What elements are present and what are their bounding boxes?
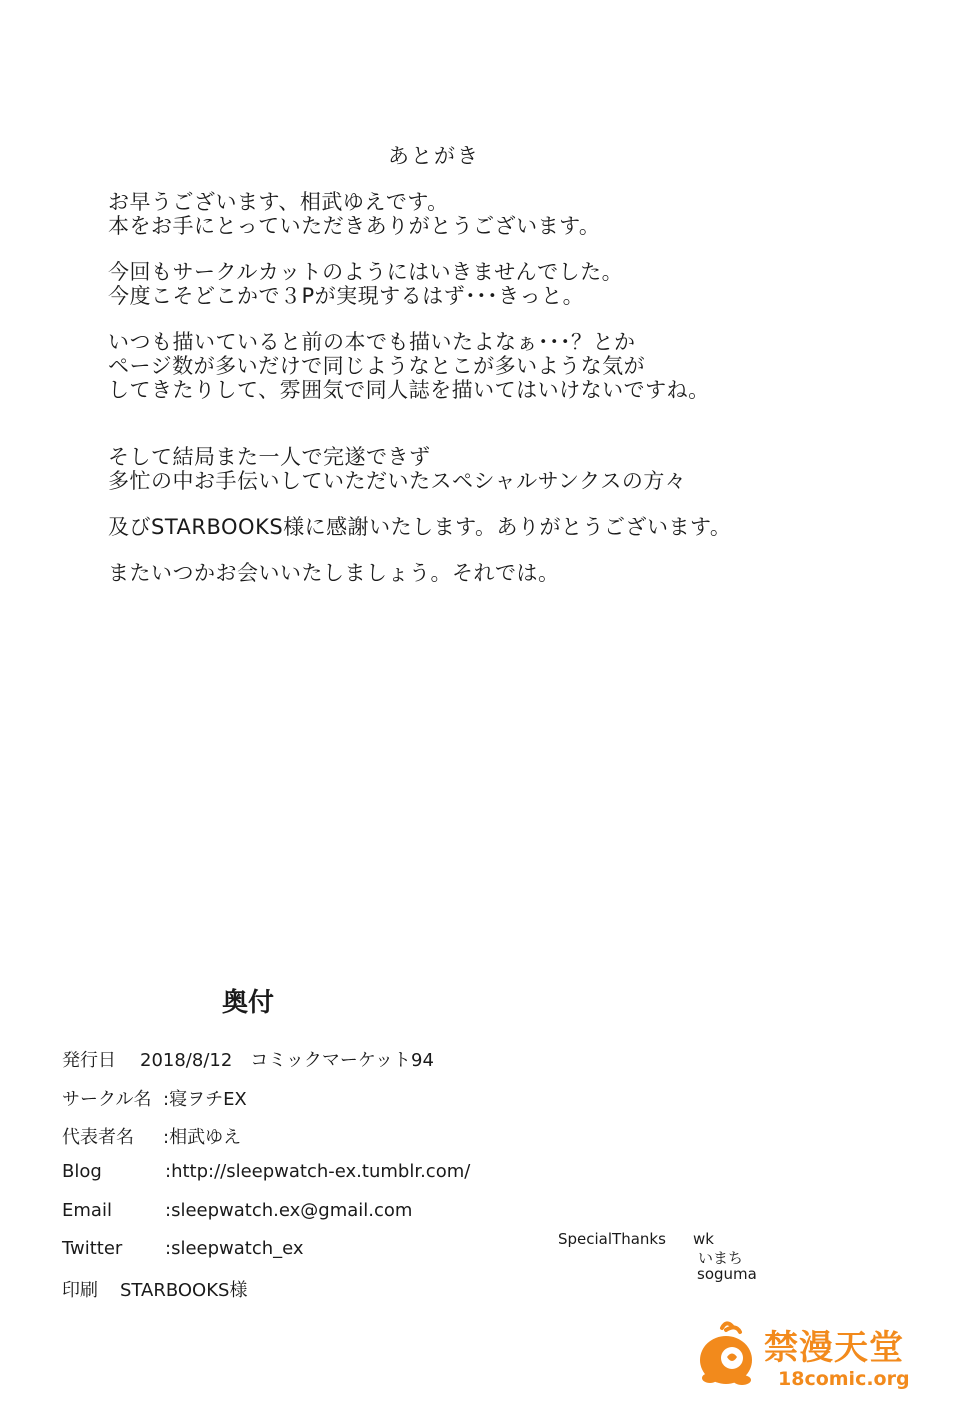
- colophon-label-representative: 代表者名: [62, 1127, 134, 1148]
- afterword-line: お早うございます、相武ゆえです。: [108, 190, 449, 214]
- afterword-line: 及びSTARBOOKS様に感謝いたします。ありがとうございます。: [108, 515, 732, 539]
- colophon-label-twitter: Twitter: [62, 1238, 123, 1259]
- colophon-value-date: 2018/8/12 コミックマーケット94: [140, 1050, 434, 1071]
- special-thanks-name: いまち: [698, 1249, 744, 1267]
- colophon-value-representative: :相武ゆえ: [163, 1127, 242, 1148]
- afterword-line: またいつかお会いいたしましょう。それでは。: [108, 561, 560, 585]
- afterword-line: いつも描いていると前の本でも描いたよなぁ･･･？とか: [108, 330, 636, 354]
- colophon-label-date: 発行日: [62, 1050, 116, 1071]
- colophon-label-printer: 印刷: [62, 1280, 98, 1301]
- colophon-label-email: Email: [62, 1200, 112, 1221]
- afterword-heading: あとがき: [388, 144, 480, 168]
- email-link[interactable]: :sleepwatch.ex@gmail.com: [165, 1200, 413, 1221]
- site-watermark: [696, 1318, 926, 1398]
- watermark-domain: 18comic.org: [778, 1368, 910, 1390]
- colophon-title: 奥付: [222, 988, 275, 1018]
- twitter-handle: :sleepwatch_ex: [165, 1238, 304, 1259]
- colophon-label-blog: Blog: [62, 1161, 102, 1182]
- afterword-line: 多忙の中お手伝いしていただいたスペシャルサンクスの方々: [108, 469, 687, 493]
- watermark-brand: 禁漫天堂: [764, 1328, 904, 1368]
- mascot-icon: [696, 1320, 758, 1390]
- special-thanks-name: wk: [693, 1230, 714, 1248]
- afterword-line: してきたりして、雰囲気で同人誌を描いてはいけないですね。: [108, 378, 710, 402]
- afterword-line: 本をお手にとっていただきありがとうございます。: [108, 214, 601, 238]
- special-thanks-label: SpecialThanks: [558, 1230, 666, 1248]
- colophon-value-circle: :寝ヲチEX: [163, 1089, 247, 1110]
- colophon-value-printer: STARBOOKS様: [120, 1280, 248, 1301]
- afterword-line: ページ数が多いだけで同じようなとこが多いような気が: [108, 354, 646, 378]
- afterword-line: 今回もサークルカットのようにはいきませんでした。: [108, 260, 624, 284]
- blog-link[interactable]: :http://sleepwatch-ex.tumblr.com/: [165, 1161, 471, 1182]
- afterword-line: 今度こそどこかで３Pが実現するはず･･･きっと。: [108, 284, 585, 308]
- colophon-label-circle: サークル名: [62, 1089, 152, 1110]
- special-thanks-name: soguma: [697, 1265, 757, 1283]
- afterword-line: そして結局また一人で完遂できず: [108, 445, 431, 469]
